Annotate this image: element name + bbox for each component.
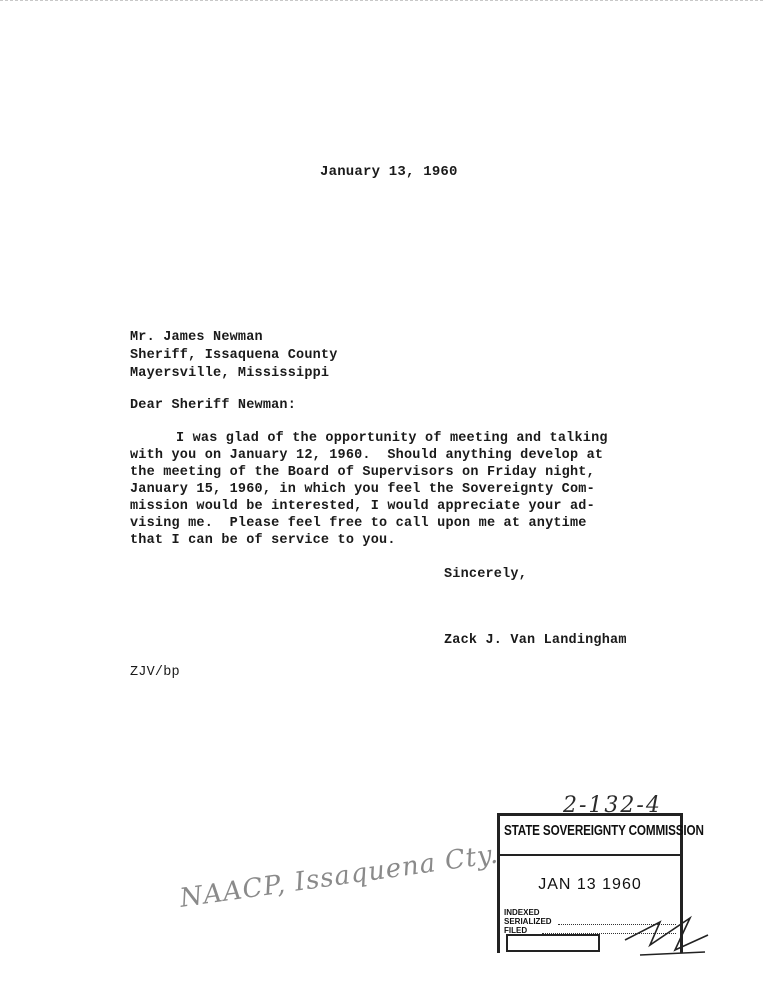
stamp-title: STATE SOVEREIGNTY COMMISSION xyxy=(504,822,704,839)
recipient-location: Mayersville, Mississippi xyxy=(130,366,330,381)
signer-name: Zack J. Van Landingham xyxy=(444,633,627,648)
stamp-field-serialized: SERIALIZED xyxy=(504,917,552,926)
body-line: vising me. Please feel free to call upon me at anytime xyxy=(130,516,587,531)
handwritten-note: NAACP, Issaquena Cty. xyxy=(177,839,501,914)
stamp-field-indexed: INDEXED xyxy=(504,908,540,917)
stamp-field-filed: FILED xyxy=(504,926,528,935)
body-line: that I can be of service to you. xyxy=(130,533,396,548)
body-line: January 15, 1960, in which you feel the Sovereignty Com- xyxy=(130,482,595,497)
stamp-box xyxy=(506,934,600,952)
recipient-name: Mr. James Newman xyxy=(130,330,263,345)
body-line: mission would be interested, I would appreciate your ad- xyxy=(130,499,595,514)
letter-date: January 13, 1960 xyxy=(320,164,458,180)
stamp-date: JAN 13 1960 xyxy=(538,876,642,893)
recipient-title: Sheriff, Issaquena County xyxy=(130,348,338,363)
handwritten-initials-scribble xyxy=(620,900,710,960)
page-top-edge xyxy=(0,0,763,1)
stamp-divider xyxy=(500,854,680,856)
body-line: the meeting of the Board of Supervisors on Friday night, xyxy=(130,465,595,480)
salutation: Dear Sheriff Newman: xyxy=(130,398,297,413)
typist-initials: ZJV/bp xyxy=(130,665,180,680)
body-line: with you on January 12, 1960. Should anything develop at xyxy=(130,448,604,463)
closing: Sincerely, xyxy=(444,567,528,582)
body-line: I was glad of the opportunity of meeting and talking xyxy=(176,431,608,446)
handwritten-file-number: 2-132-4 xyxy=(563,793,662,818)
